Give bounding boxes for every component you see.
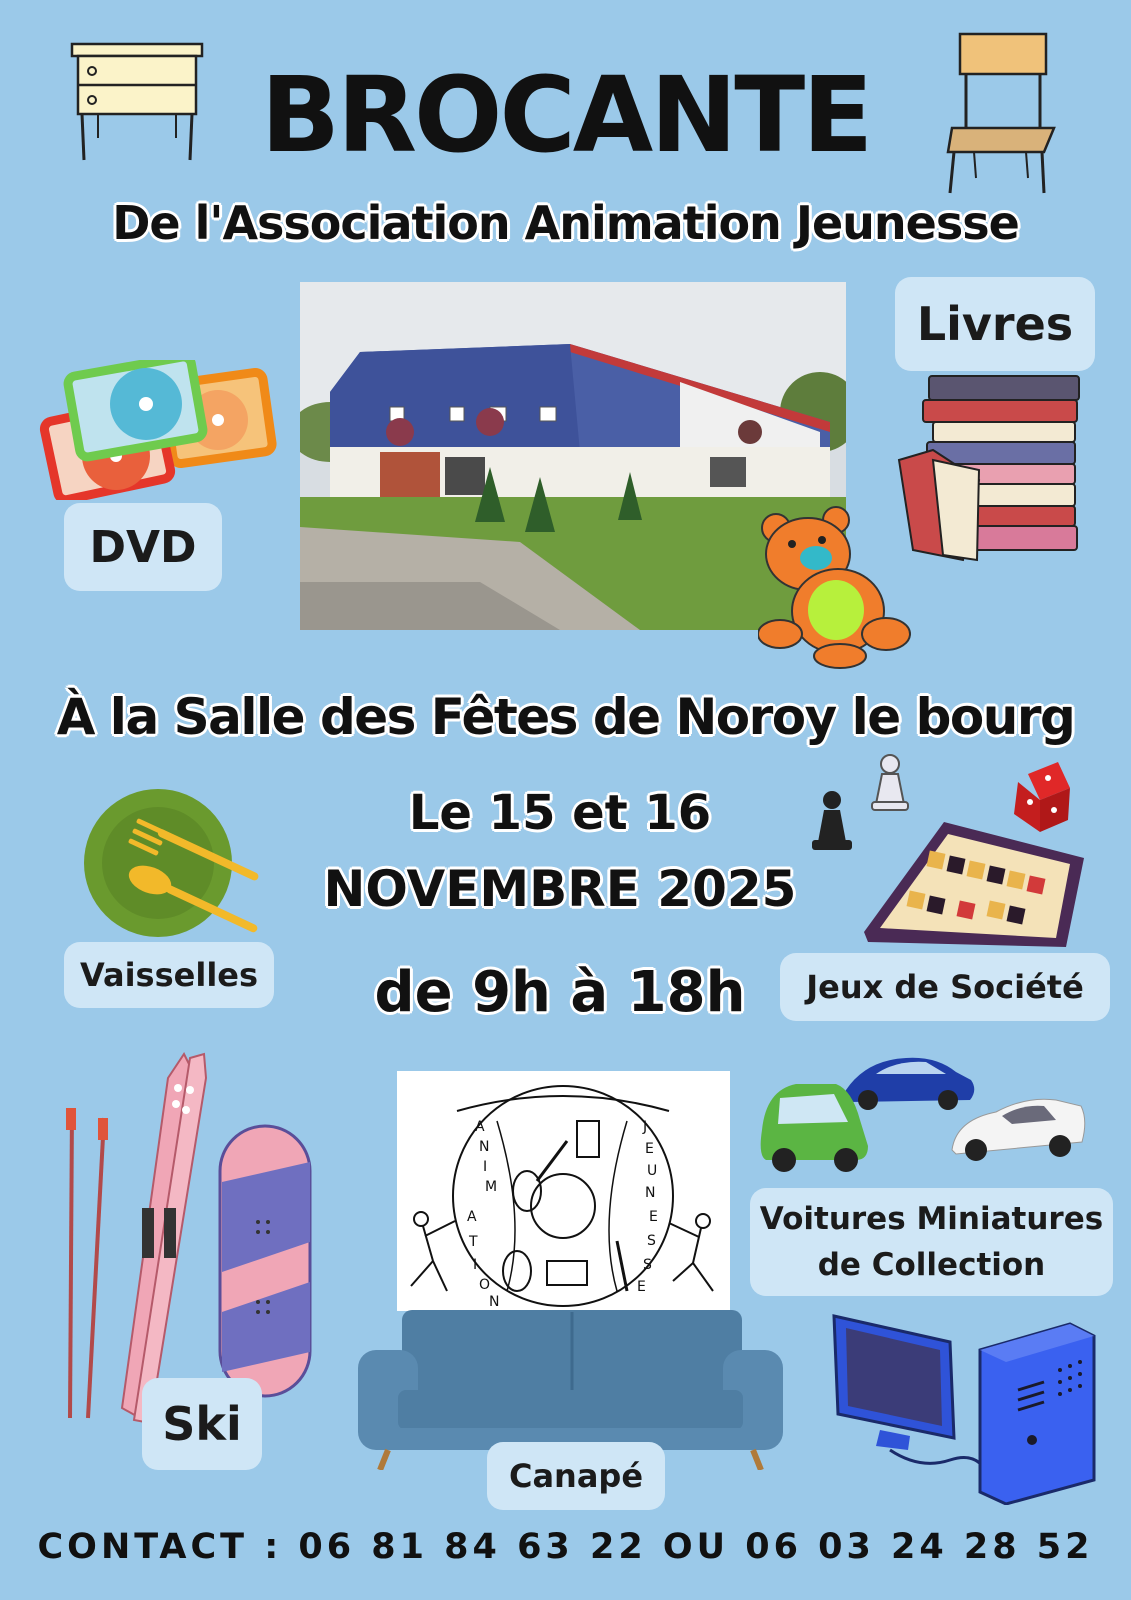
svg-text:E: E xyxy=(649,1209,658,1225)
svg-text:U: U xyxy=(647,1163,658,1179)
svg-text:S: S xyxy=(643,1257,652,1273)
contact-line: CONTACT : 06 81 84 63 22 OU 06 03 24 28 52 xyxy=(37,1527,1094,1567)
title: BROCANTE xyxy=(260,54,871,176)
plate-icon xyxy=(80,788,280,938)
label-vaisselles: Vaisselles xyxy=(64,942,274,1008)
svg-text:N: N xyxy=(645,1185,656,1201)
label-livres: Livres xyxy=(895,277,1095,371)
svg-text:N: N xyxy=(479,1139,490,1155)
svg-text:T: T xyxy=(469,1234,478,1250)
label-voitures xyxy=(750,1188,1113,1296)
board-game-icon xyxy=(808,752,1108,947)
svg-text:A: A xyxy=(475,1119,485,1135)
teddy-bear-icon xyxy=(758,506,913,671)
dvd-icon xyxy=(38,360,283,500)
svg-text:I: I xyxy=(483,1159,488,1175)
cars-icon xyxy=(756,1050,1091,1175)
svg-text:N: N xyxy=(489,1294,500,1310)
svg-text:J: J xyxy=(643,1119,648,1135)
computer-icon xyxy=(830,1310,1100,1505)
books-icon xyxy=(893,370,1083,570)
label-dvd: DVD xyxy=(64,503,222,591)
label-ski: Ski xyxy=(142,1378,262,1470)
label-voitures-line2: de Collection xyxy=(817,1247,1046,1283)
svg-text:I: I xyxy=(473,1257,478,1273)
svg-text:E: E xyxy=(637,1279,646,1295)
svg-text:O: O xyxy=(479,1277,491,1293)
svg-text:M: M xyxy=(485,1179,498,1195)
hours: de 9h à 18h xyxy=(374,960,746,1025)
label-jeux: Jeux de Société xyxy=(780,953,1110,1021)
date-line2: NOVEMBRE 2025 xyxy=(323,860,797,918)
label-voitures-line1: Voitures Miniatures xyxy=(759,1201,1104,1237)
svg-text:A: A xyxy=(467,1209,477,1225)
svg-text:E: E xyxy=(645,1141,654,1157)
venue: À la Salle des Fêtes de Noroy le bourg xyxy=(56,688,1075,746)
subtitle: De l'Association Animation Jeunesse xyxy=(112,196,1019,250)
snowboard-icon xyxy=(214,1122,324,1402)
svg-text:S: S xyxy=(647,1233,656,1249)
date-line1: Le 15 et 16 xyxy=(408,785,712,841)
label-canape: Canapé xyxy=(487,1442,665,1510)
association-logo xyxy=(397,1071,730,1311)
